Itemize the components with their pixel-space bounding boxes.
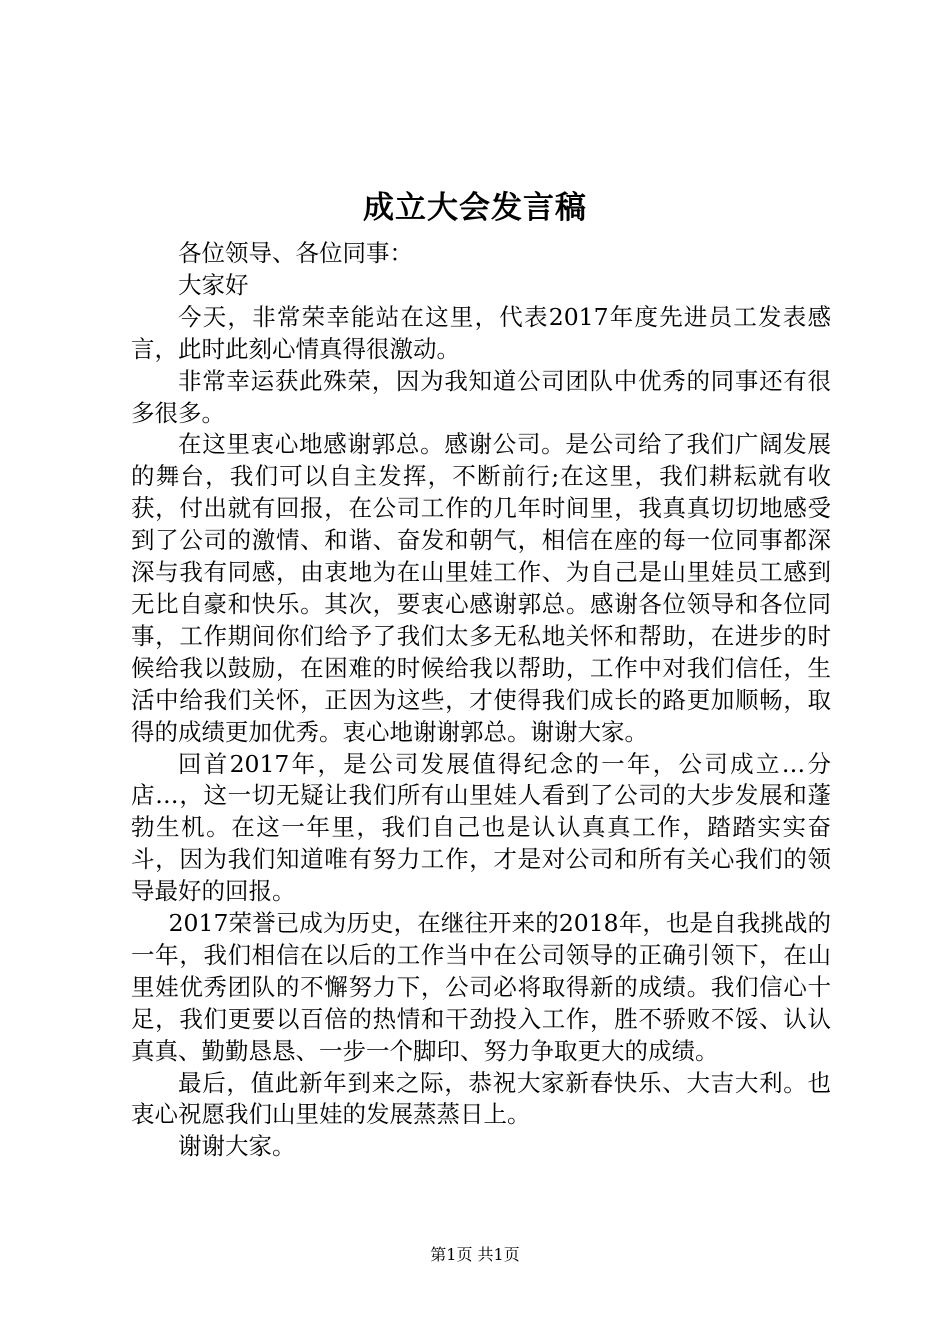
document-body <box>131 238 831 1163</box>
page-footer: 第1页 共1页 <box>430 1245 520 1264</box>
closing-paragraph: 最后，值此新年到来之际，恭祝大家新春快乐、大吉大利。也衷心祝愿我们山里娃的发展蒸蒸日上。 <box>131 1068 831 1129</box>
review-paragraph: 回首2017年，是公司发展值得纪念的一年，公司成立…分店…，这一切无疑让我们所有山里娃人看到了公司的大步发展和蓬勃生机。在这一年里，我们自己也是认认真真工作，踏踏实实奋斗，因为我们知道唯有努力工作，才是对公司和所有关心我们的领导最好的回报。 <box>131 749 831 906</box>
honor-paragraph: 非常幸运获此殊荣，因为我知道公司团队中优秀的同事还有很多很多。 <box>131 366 831 427</box>
greeting-paragraph: 各位领导、各位同事： <box>178 239 413 267</box>
outlook-paragraph: 2017荣誉已成为历史，在继往开来的2018年，也是自我挑战的一年，我们相信在以后的工作当中在公司领导的正确引领下，在山里娃优秀团队的不懈努力下，公司必将取得新的成绩。我们信心十足，我们更要以百倍的热情和干劲投入工作，胜不骄败不馁、认认真真、勤勤恳恳、一步一个脚印、努力争取更大的成绩。 <box>131 909 831 1065</box>
document-title: 成立大会发言稿 <box>363 190 587 226</box>
final-thanks-paragraph: 谢谢大家。 <box>178 1132 296 1161</box>
hello-paragraph: 大家好 <box>178 270 249 299</box>
thanks-paragraph: 在这里衷心地感谢郭总。感谢公司。是公司给了我们广阔发展的舞台，我们可以自主发挥，不断前行;在这里，我们耕耘就有收获，付出就有回报，在公司工作的几年时间里，我真真切切地感受到了公司的激情、和谐、奋发和朝气，相信在座的每一位同事都深深与我有同感，由衷地为在山里娃工作、为自己是山里娃员工感到无比自豪和快乐。其次，要衷心感谢郭总。感谢各位领导和各位同事，工作期间你们给予了我们太多无私地关怀和帮助，在进步的时候给我以鼓励，在困难的时候给我以帮助，工作中对我们信任，生活中给我们关怀，正因为这些，才使得我们成长的路更加顺畅，取得的成绩更加优秀。衷心地谢谢郭总。谢谢大家。 <box>131 430 831 746</box>
opening-paragraph: 今天，非常荣幸能站在这里，代表2017年度先进员工发表感言，此时此刻心情真得很激动。 <box>131 302 831 363</box>
